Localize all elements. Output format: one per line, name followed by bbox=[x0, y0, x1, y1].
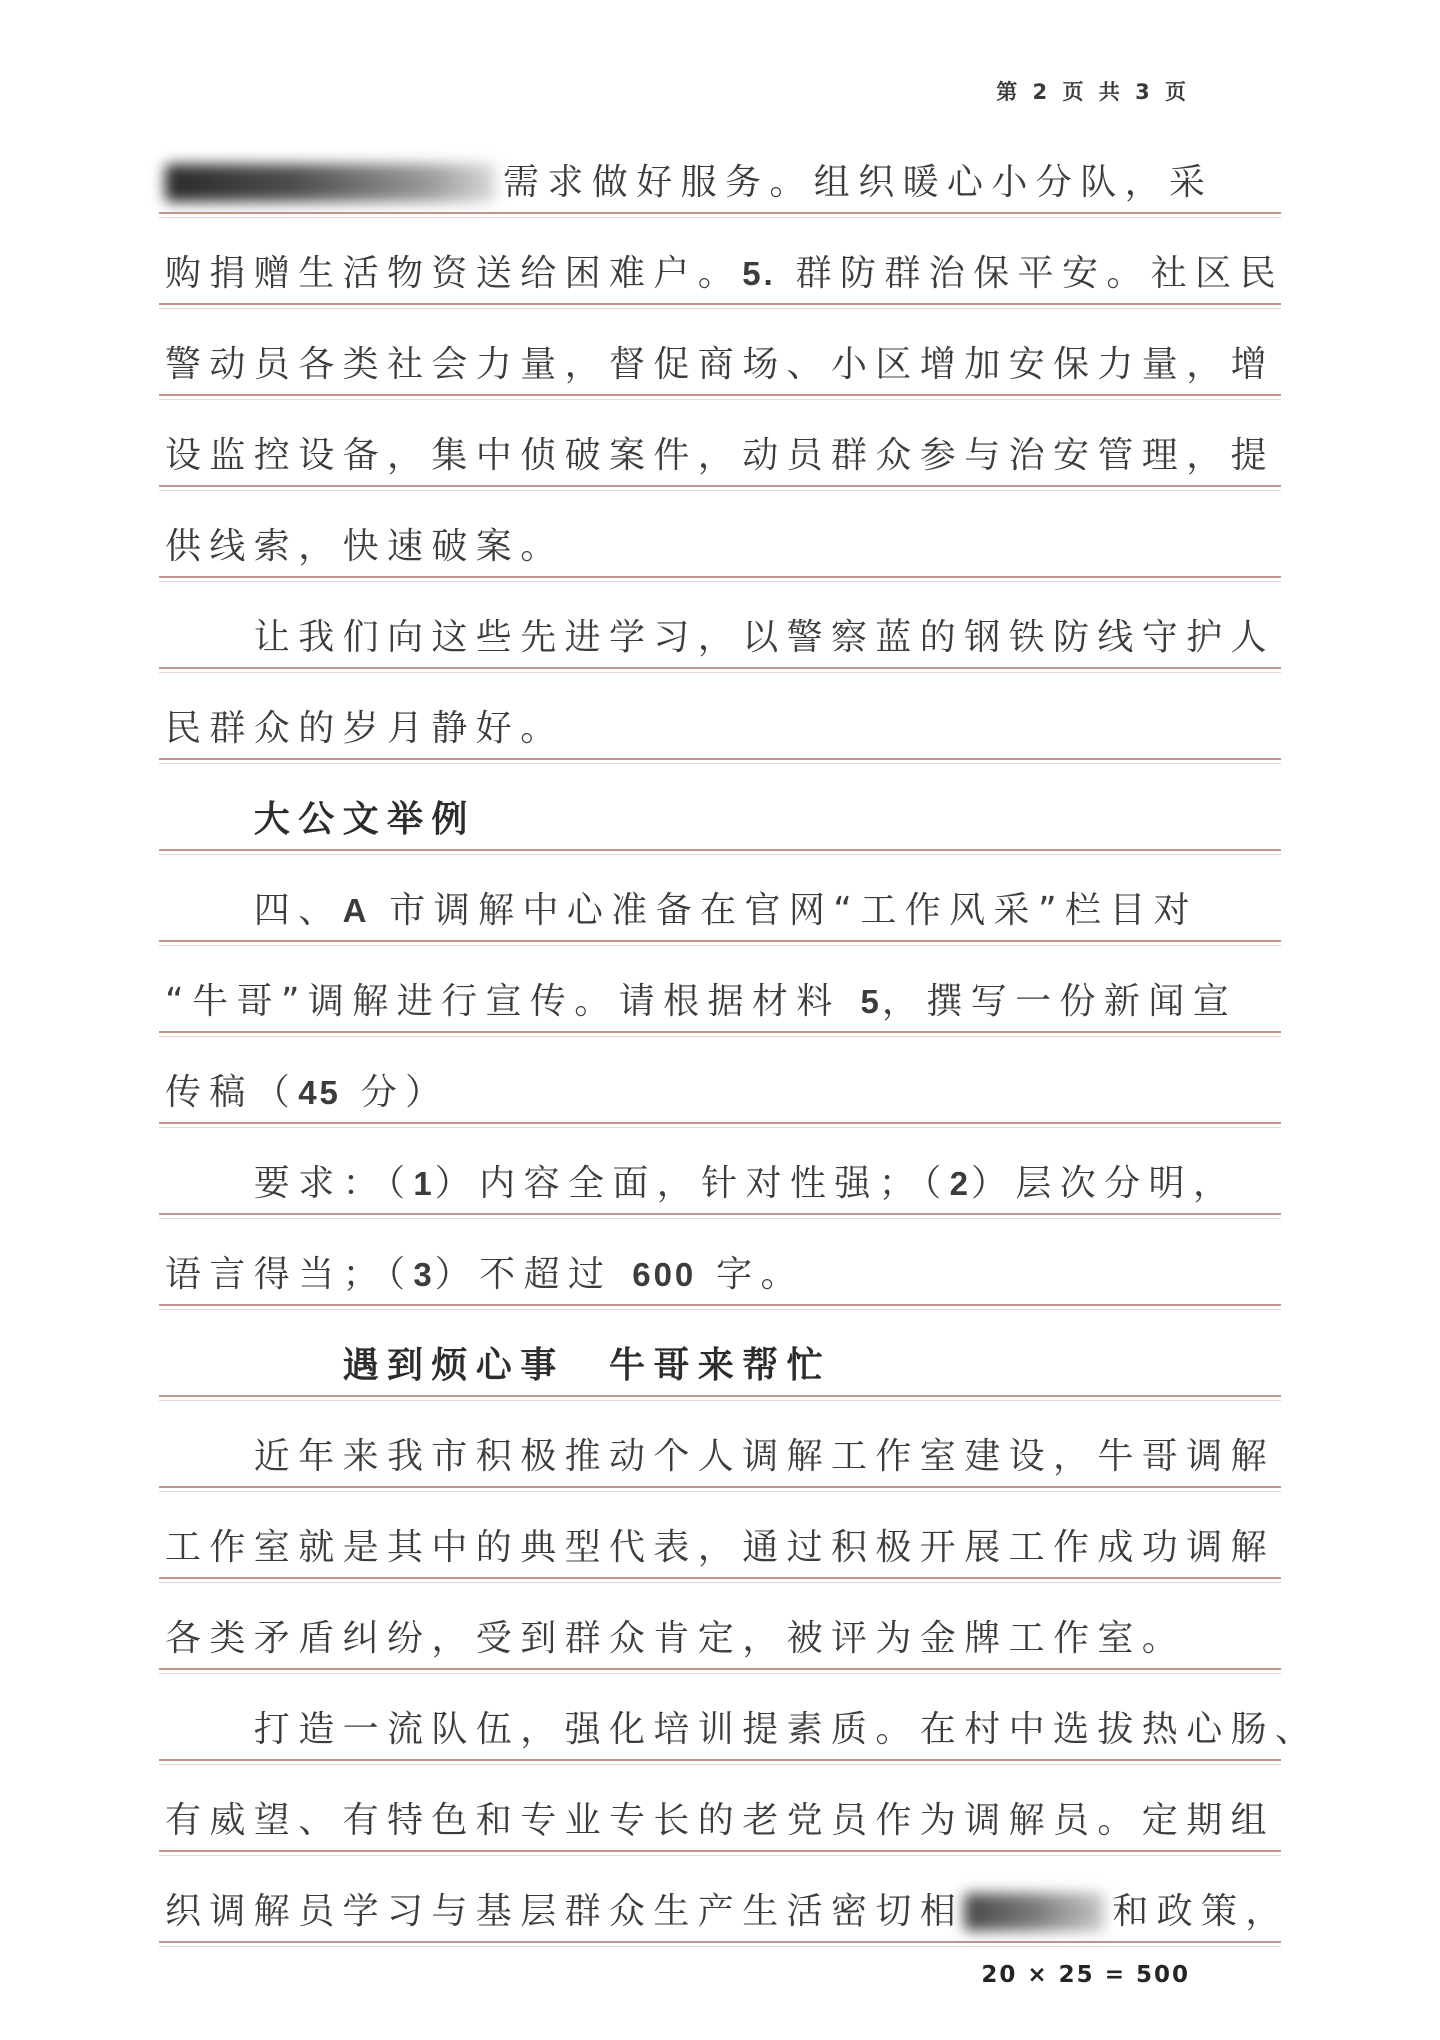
document-body bbox=[165, 150, 1320, 1970]
text-segment: 市调解中心准备在官网“工作风采”栏目对 bbox=[369, 890, 1199, 931]
text-segment: 四、 bbox=[253, 890, 343, 931]
text-line bbox=[165, 1697, 1320, 1788]
text-segment: 传稿（ bbox=[165, 1072, 299, 1113]
text-line bbox=[165, 332, 1275, 423]
text-line bbox=[165, 605, 1275, 696]
text-line bbox=[165, 1879, 1290, 1970]
text-line bbox=[165, 878, 1275, 969]
text-segment: 1 bbox=[413, 1165, 435, 1202]
text-line-content bbox=[165, 436, 1275, 476]
text-line bbox=[165, 423, 1275, 514]
text-line-content bbox=[165, 1619, 1275, 1659]
text-segment: 要求：（ bbox=[253, 1163, 414, 1204]
text-segment: 各类矛盾纠纷，受到群众肯定，被评为金牌工作室。 bbox=[165, 1618, 1187, 1659]
text-line-content bbox=[165, 982, 1275, 1022]
text-line bbox=[165, 1424, 1275, 1515]
text-line bbox=[165, 1606, 1275, 1697]
text-segment: 织调解员学习与基层群众生产生活密切相 bbox=[165, 1891, 965, 1932]
text-line bbox=[165, 150, 1275, 241]
text-line bbox=[165, 514, 1275, 605]
grid-size-note: 20 × 25 = 500 bbox=[981, 1962, 1190, 1988]
text-segment: 遇到烦心事 牛哥来帮忙 bbox=[342, 1345, 831, 1386]
redacted-text-blur bbox=[964, 1893, 1104, 1931]
text-segment: 需求做好服务。组织暖心小分队，采 bbox=[503, 162, 1214, 203]
text-line bbox=[165, 1242, 1275, 1333]
text-segment: 大公文举例 bbox=[253, 799, 476, 840]
text-segment: A bbox=[342, 892, 370, 929]
text-segment: 工作室就是其中的典型代表，通过积极开展工作成功调解 bbox=[165, 1527, 1276, 1568]
text-segment: 设监控设备，集中侦破案件，动员群众参与治安管理，提 bbox=[165, 435, 1276, 476]
text-line-content bbox=[165, 1073, 1275, 1113]
text-segment: 近年来我市积极推动个人调解工作室建设，牛哥调解 bbox=[253, 1436, 1275, 1477]
text-line-content bbox=[165, 527, 1275, 567]
text-line-content bbox=[165, 1891, 1290, 1932]
text-line-content bbox=[165, 1528, 1275, 1568]
text-segment: “牛哥”调解进行宣传。请根据材料 bbox=[165, 981, 861, 1022]
text-segment: ）层次分明， bbox=[970, 1163, 1238, 1204]
text-segment: 2 bbox=[949, 1165, 971, 1202]
text-segment: 5. bbox=[742, 255, 776, 292]
text-line-content bbox=[165, 709, 1275, 749]
text-line-content bbox=[165, 891, 1275, 931]
text-segment: 和政策， bbox=[1112, 1891, 1290, 1932]
text-line-content bbox=[165, 345, 1275, 385]
text-line bbox=[165, 1515, 1275, 1606]
text-line-content bbox=[165, 1255, 1275, 1295]
text-segment: 600 bbox=[632, 1256, 697, 1293]
text-line-content bbox=[165, 1346, 1275, 1386]
text-line-content bbox=[165, 800, 1275, 840]
text-segment: 有威望、有特色和专业专长的老党员作为调解员。定期组 bbox=[165, 1800, 1276, 1841]
text-line bbox=[165, 1151, 1275, 1242]
text-line bbox=[165, 969, 1275, 1060]
text-line-content bbox=[165, 1437, 1275, 1477]
text-line-content bbox=[165, 618, 1275, 658]
text-line bbox=[165, 241, 1284, 332]
text-line-content bbox=[165, 163, 1275, 203]
page-number: 第 2 页 共 3 页 bbox=[996, 80, 1190, 104]
text-segment: 语言得当；（ bbox=[165, 1254, 414, 1295]
text-line bbox=[165, 1333, 1275, 1424]
text-segment: 供线索，快速破案。 bbox=[165, 526, 565, 567]
text-segment: 3 bbox=[413, 1256, 435, 1293]
text-segment: 字。 bbox=[696, 1254, 805, 1295]
text-line-content bbox=[165, 1801, 1275, 1841]
text-line bbox=[165, 1788, 1275, 1879]
text-line bbox=[165, 696, 1275, 787]
text-segment: ）内容全面，针对性强；（ bbox=[434, 1163, 950, 1204]
text-line-content bbox=[165, 1164, 1275, 1204]
text-segment: 打造一流队伍，强化培训提素质。在村中选拔热心肠、 bbox=[253, 1709, 1320, 1750]
text-segment: 警动员各类社会力量，督促商场、小区增加安保力量，增 bbox=[165, 344, 1276, 385]
text-segment: 让我们向这些先进学习，以警察蓝的钢铁防线守护人 bbox=[253, 617, 1275, 658]
text-segment: 群防群治保平安。社区民 bbox=[775, 253, 1284, 294]
text-line bbox=[165, 787, 1275, 878]
text-segment: ）不超过 bbox=[434, 1254, 633, 1295]
text-segment: ，撰写一份新闻宣 bbox=[881, 981, 1238, 1022]
text-segment: 5 bbox=[860, 983, 882, 1020]
text-line-content bbox=[165, 1709, 1320, 1750]
redacted-text-blur bbox=[165, 164, 495, 202]
text-segment: 购捐赠生活物资送给困难户。 bbox=[165, 253, 743, 294]
text-segment: 45 bbox=[298, 1074, 341, 1111]
text-segment: 民群众的岁月静好。 bbox=[165, 708, 565, 749]
text-line-content bbox=[165, 253, 1284, 294]
text-line bbox=[165, 1060, 1275, 1151]
text-segment: 分） bbox=[340, 1072, 450, 1113]
